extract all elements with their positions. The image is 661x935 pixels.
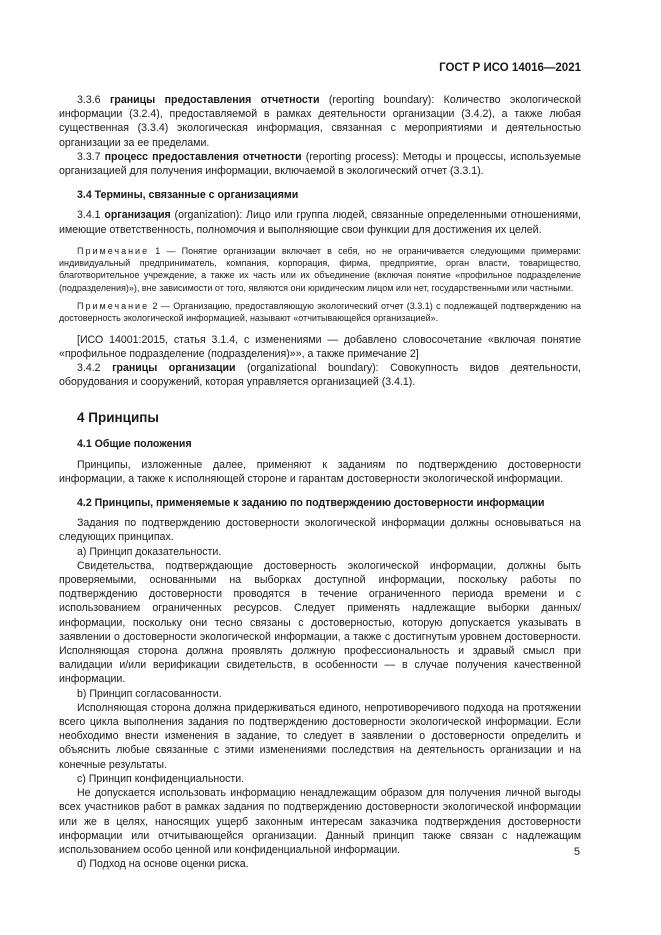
note-text: 1 — Понятие организации включает в себя, но не ограничивается следующими примерами: индивидуальный предприниматель, компания, корпорация, фирма, предприятие, орган власти, товарищество, благотворительное учреждение, а также их часть или их объединение (включая понятие «профильное подразделение (подразделения)»), вне зависимости от того, являются они юридическим лицом или нет, государственными или частными.	[59, 245, 581, 293]
term-definition: (organization): Лицо или группа людей, связанные определенными отношениями, имеющие ответственность, полномочия и выполняющие свои функции для достижения их целей.	[59, 209, 581, 236]
note-label: Примечание	[77, 301, 150, 312]
term-number: 3.3.6	[77, 94, 110, 106]
note-label: Примечание	[77, 245, 150, 256]
term-3-4-1	[59, 208, 581, 236]
section-4-2-intro: Задания по подтверждению достоверности экологической информации должны основываться на следующих принципах.	[59, 517, 581, 544]
term-definition: (organizational boundary): Совокупность видов деятельности, оборудования и сооружений, которая управляется организацией (3.4.1).	[59, 362, 582, 389]
term-definition: (reporting boundary): Количество экологической информации (3.2.4), предоставляемой в рамках деятельности организации (3.4.2), а также любая существенная (3.3.4) экологическая информация, связанная с мероприятиями и деятельностью организации за ее пределами.	[59, 94, 581, 149]
iso-reference: [ИСО 14001:2015, статья 3.1.4, с изменениями — добавлено словосочетание «включая понятие «профильное подразделение (подразделения)»», а также примечание 2]	[59, 333, 581, 360]
term-3-4-2	[59, 361, 581, 389]
principle-d-title: d) Подход на основе оценки риска.	[77, 858, 249, 871]
term-title: границы организации	[112, 362, 236, 375]
section-4-1-heading: 4.1 Общие положения	[77, 438, 192, 451]
section-4-heading: 4 Принципы	[77, 410, 159, 426]
principle-c-title: c) Принцип конфиденциальности.	[77, 772, 245, 785]
note-1	[59, 245, 581, 294]
document-body	[59, 93, 581, 871]
section-4-2-heading: 4.2 Принципы, применяемые к заданию по подтверждению достоверности информации	[77, 497, 545, 510]
term-number: 3.4.2	[77, 362, 113, 375]
principle-c-text: Не допускается использовать информацию ненадлежащим образом для получения личной выгоды всех участников работ в рамках задания по подтверждению достоверности экологической информации или же в целях, наносящих ущерб законным интересам заказчика подтверждения достоверности информации или отчитывающейся организации. Данный принцип также связан с надлежащим использованием особо ценной или конфиденциальной информации.	[59, 787, 581, 856]
term-3-3-6	[59, 93, 581, 150]
document-header: ГОСТ Р ИСО 14016—2021	[439, 62, 581, 74]
principle-a-text: Свидетельства, подтверждающие достоверность экологической информации, должны быть проверяемыми, основанными на выборках доступной информации, поскольку работы по подтверждению достоверности проводятся в течение ограниченного периода времени и с использованием ограниченных ресурсов. Следует применять надлежащие выборки данных/информации, поскольку они тесно связаны с достоверностью, которую допускается указывать в заявлении о достоверности экологической информации, а также с достигнутым уровнем достоверности. Исполняющая сторона должна проявлять должную профессиональность и здравый смысл при валидации и/или верификации свидетельств, в особенности — в случае получения качественной информации.	[59, 559, 581, 686]
note-2	[59, 300, 581, 325]
section-4-1-text: Принципы, изложенные далее, применяют к заданиям по подтверждению достоверности информации, а также к исполняющей стороне и гарантам достоверности экологической информации.	[59, 458, 581, 485]
note-text: 2 — Организацию, предоставляющую экологический отчет (3.3.1) с подлежащей подтверждению на достоверность экологической информацией, называют «отчитывающейся организацией».	[59, 301, 581, 324]
section-3-4-heading: 3.4 Термины, связанные с организациями	[77, 189, 299, 202]
term-title: процесс предоставления отчетности	[104, 150, 302, 163]
principle-b-title: b) Принцип согласованности.	[77, 687, 222, 700]
term-definition: (reporting process): Методы и процессы, используемые организацией для получения информации, включаемой в экологический отчет (3.3.1).	[59, 150, 581, 178]
page-number: 5	[573, 846, 580, 858]
term-number: 3.3.7	[77, 150, 105, 163]
principle-a-title: a) Принцип доказательности.	[77, 545, 222, 558]
term-title: организация	[104, 209, 171, 222]
term-title: границы предоставления отчетности	[109, 94, 320, 106]
term-number: 3.4.1	[77, 209, 105, 222]
principle-b-text: Исполняющая сторона должна придерживаться единого, непротиворечивого подхода на протяжении всего цикла выполнения задания по подтверждению достоверности экологической информации. Если необходимо внести изменения в задание, то следует в заявлении о достоверности определить и объяснить любые связанные с этими изменениями последствия на деятельность организации и на конечные результаты.	[59, 701, 581, 771]
term-3-3-7	[59, 150, 581, 178]
